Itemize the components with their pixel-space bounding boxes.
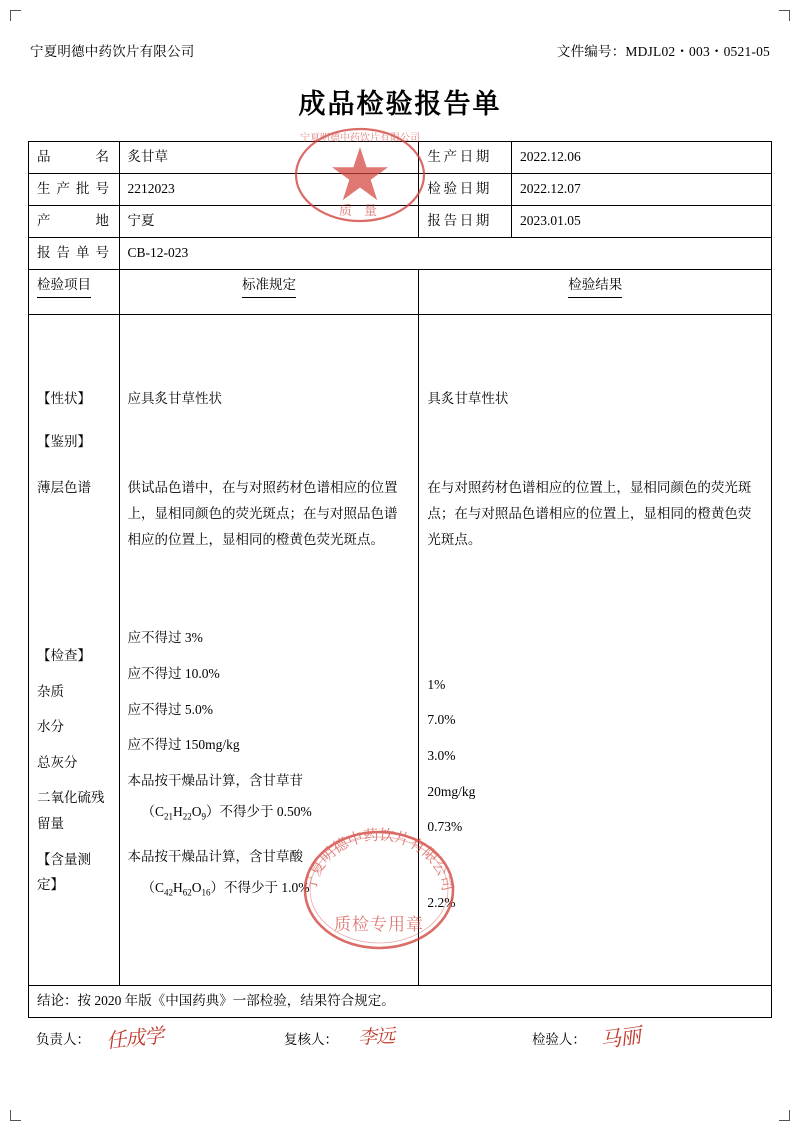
- spacer: [427, 351, 763, 383]
- signature-responsible-label: 负责人：: [36, 1031, 90, 1047]
- label-inspect-date: 检验日期: [419, 173, 512, 205]
- signature-responsible-value: 任成学: [105, 1022, 165, 1053]
- column-header-result: 检验结果: [419, 269, 772, 314]
- table-row-report-no: [29, 237, 772, 269]
- items-list: [37, 320, 111, 901]
- assay-f1-m1: H: [173, 803, 183, 819]
- label-origin: 产 地: [29, 205, 120, 237]
- item-eryanghualiu: 二氧化硫残留量: [37, 790, 105, 832]
- corner-mark-bottom-right: [779, 1110, 790, 1121]
- assay-f1-m2: O: [191, 803, 202, 819]
- signature-row: [28, 1018, 772, 1053]
- signature-inspector-value: 马丽: [598, 1022, 642, 1053]
- item-xingzhuang: 【性状】: [37, 390, 91, 406]
- svg-text:质检专用章: 质检专用章: [334, 915, 424, 935]
- spacer: [128, 320, 411, 352]
- standard-zazhi: 应不得过 3%: [127, 630, 203, 646]
- page-title: 成品检验报告单: [298, 89, 502, 119]
- standard-hanliang-2: [128, 828, 411, 873]
- assay-f2-m2: O: [191, 880, 202, 896]
- assay-f2-s2: 62: [182, 887, 192, 898]
- assay-f2-m1: H: [173, 880, 183, 896]
- corner-mark-top-right: [779, 10, 790, 21]
- item-zazhi: 杂质: [37, 683, 64, 699]
- column-header-item: 检验项目: [29, 269, 120, 314]
- svg-text:宁夏明德中药饮片有限公司: 宁夏明德中药饮片有限公司: [300, 133, 420, 144]
- spacer: [128, 555, 411, 587]
- assay-f2-post: ）不得少于 1.0%: [210, 880, 310, 896]
- label-report-date: 报告日期: [419, 205, 512, 237]
- table-row-batch: [29, 173, 772, 205]
- table-row-conclusion: [29, 985, 772, 1017]
- conclusion-text: 结论：按 2020 年版《中国药典》一部检验，结果符合规定。: [29, 985, 772, 1017]
- standard-zonghuifen: 应不得过 5.0%: [127, 701, 213, 717]
- label-batch: 生产批号: [29, 173, 120, 205]
- assay-f2-s1: 42: [164, 887, 174, 898]
- table-row-product: [29, 142, 772, 174]
- signature-reviewer: [276, 1018, 524, 1048]
- assay-formula-1: [128, 797, 411, 829]
- signature-responsible: [28, 1018, 276, 1053]
- assay-f2-pre: （C: [141, 880, 165, 896]
- label-production-date: 生产日期: [419, 142, 512, 174]
- value-report-no: CB-12-023: [119, 237, 772, 269]
- result-bocengsepu: 在与对照药材色谱相应的位置上，显相同颜色的荧光斑点；在与对照品色谱相应的位置上，显相同的橙黄色荧光斑点。: [427, 480, 752, 547]
- item-hanliangceding: 【含量测定】: [37, 851, 91, 893]
- result-shuifen: 7.0%: [427, 712, 456, 728]
- spacer: [37, 320, 111, 352]
- assay-f1-pre: （C: [141, 803, 165, 819]
- standard-shuifen: 应不得过 10.0%: [127, 666, 220, 682]
- result-list: [427, 320, 763, 919]
- value-production-date: 2022.12.06: [512, 142, 772, 174]
- report-table: [28, 141, 772, 1018]
- assay-f1-s3: 9: [201, 811, 207, 822]
- assay-line1-text: 本品按干燥品计算，含甘草苷: [127, 773, 303, 789]
- value-product-name: 炙甘草: [119, 142, 419, 174]
- spacer: [128, 351, 411, 383]
- result-eryanghualiu: 20mg/kg: [427, 783, 476, 799]
- svg-text:质 量: 质 量: [338, 204, 382, 219]
- table-row-origin: [29, 205, 772, 237]
- item-jiancha: 【检查】: [37, 647, 91, 663]
- spacer: [427, 320, 763, 352]
- label-report-no: 报告单号: [29, 237, 120, 269]
- column-header-standard: 标准规定: [119, 269, 419, 314]
- result-zazhi: 1%: [427, 676, 446, 692]
- corner-mark-top-left: [10, 10, 21, 21]
- table-column-headers: [29, 269, 772, 314]
- signature-inspector: [524, 1018, 772, 1053]
- spacer: [37, 504, 111, 640]
- item-shuifen: 水分: [37, 719, 64, 735]
- standard-list: [128, 320, 411, 905]
- signature-reviewer-value: 李远: [357, 1024, 395, 1049]
- assay-f2-s3: 16: [201, 887, 211, 898]
- item-bocengsepu: 薄层色谱: [37, 480, 91, 496]
- result-hanliang-2: 2.2%: [427, 894, 456, 910]
- signature-inspector-label: 检验人：: [531, 1031, 586, 1047]
- standard-hanliang-1: [128, 761, 411, 797]
- result-xingzhuang: 具炙甘草性状: [427, 390, 509, 406]
- result-column: [419, 314, 772, 985]
- spacer: [37, 351, 111, 383]
- standard-column: [119, 314, 419, 985]
- standard-eryanghualiu: 应不得过 150mg/kg: [127, 737, 240, 753]
- document-number: 文件编号：MDJL02・003・0521-05: [556, 44, 770, 59]
- spacer: [427, 555, 763, 633]
- svg-text:宁夏明德中药饮片有限公司: 宁夏明德中药饮片有限公司: [300, 825, 458, 893]
- result-hanliang-1: 0.73%: [427, 819, 463, 835]
- value-report-date: 2023.01.05: [512, 205, 772, 237]
- item-zonghuifen: 总灰分: [37, 754, 78, 770]
- value-origin: 宁夏: [119, 205, 419, 237]
- result-zonghuifen: 3.0%: [427, 748, 456, 764]
- standard-xingzhuang: 应具炙甘草性状: [127, 390, 222, 406]
- corner-mark-bottom-left: [10, 1110, 21, 1121]
- assay-f1-s2: 22: [182, 811, 192, 822]
- standard-bocengsepu: 供试品色谱中，在与对照药材色谱相应的位置上，显相同颜色的荧光斑点；在与对照品色谱相应的位置上，显相同的橙黄色荧光斑点。: [127, 480, 398, 547]
- assay-formula-2: [128, 873, 411, 905]
- item-jianbie: 【鉴别】: [37, 433, 91, 449]
- assay-f1-s1: 21: [164, 811, 174, 822]
- table-body-row: [29, 314, 772, 985]
- signature-reviewer-label: 复核人：: [283, 1031, 338, 1047]
- document-header: [28, 40, 772, 60]
- assay-f1-post: ）不得少于 0.50%: [206, 803, 312, 819]
- assay-line2-text: 本品按干燥品计算，含甘草酸: [127, 849, 303, 865]
- value-batch: 2212023: [119, 173, 419, 205]
- company-name: 宁夏明德中药饮片有限公司: [30, 44, 195, 59]
- items-column: [29, 314, 120, 985]
- label-product-name: 品 名: [29, 142, 120, 174]
- value-inspect-date: 2022.12.07: [512, 173, 772, 205]
